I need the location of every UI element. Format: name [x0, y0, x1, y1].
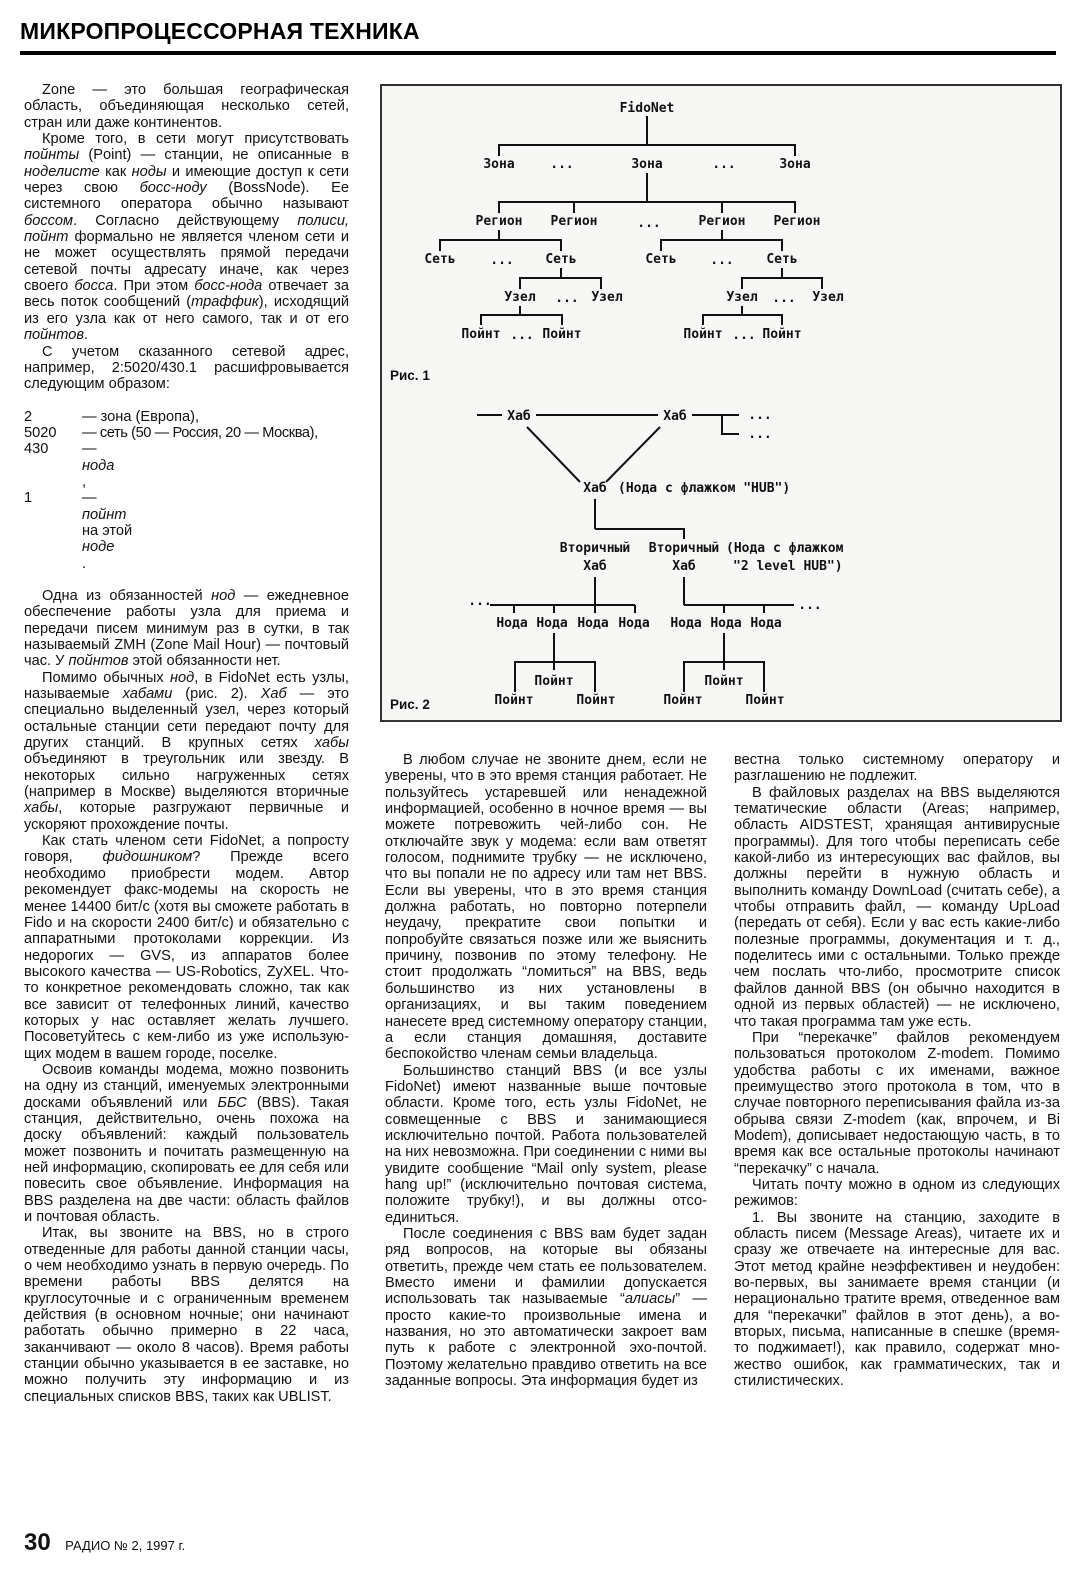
paragraph: Итак, вы звоните на BBS, но в строго отведенные для работы данной станции часы, о чем необходимо узнать в первую очередь. По времени работы BBS делятся на круглосуточные и с ограниченным временем действия (в основном ночные; они начинают работать обычно примерно в 22 часа, заканчивают — около 8 часов). Время работы станции обычно указывается в ее заставке, но можно получить эту информацию и из специальных списков BBS, таких как UBLIST. — [24, 1225, 349, 1405]
address-desc: — нода , — [82, 441, 115, 490]
node-region: Регион — [698, 214, 746, 229]
node-net: Сеть — [645, 252, 677, 267]
node-hub: Хаб — [663, 409, 687, 424]
paragraph: Освоив команды модема, можно позвонить на одну из станций, именуемых электронными досками объявлений или ББС (BBS). Такая станция, действительно, очень похожа на доску объявлений: каждый пользователь может позвонить и почитать размещенную на ней информацию, скопировать ее для себя или повесить свое объявление. Информация на BBS разделена на две части: область файлов и почтовая область. — [24, 1061, 349, 1226]
node-host: Узел — [726, 290, 758, 305]
article-column-2 — [385, 752, 707, 1389]
paragraph: В любом случае не звоните днем, если не уверены, что в это время станция работает. Не пользуйтесь устаревшей или ненадежной информацией, особенно в ночное время — вы можете потревожить чей-либо сон. Не отключайте звук у модема: если вам ответят голосом, поднимите трубку — не исключено, что вы попали не по адресу или там нет BBS. Если вы уверены, что в это время станция должна работать, но повторно потерпели неудачу, прекратите свои попытки и попробуйте связаться позже или же выяснить причину, позвонив по этому телефону. Не стоит продолжать “ломиться” на BBS, ведь большинство из них установлены в организациях, и вы таким поведением нанесете вред системному оператору станции, а если станция домашняя, доставите беспокойство членам семьи владельца. — [385, 752, 707, 1063]
node-node: Нода — [618, 616, 650, 631]
address-part: 5020 — [24, 424, 57, 441]
address-part: 2 — [24, 408, 33, 425]
node-fidonet: FidoNet — [619, 101, 675, 116]
node-node: Нода — [670, 616, 702, 631]
ellipsis: ... — [510, 328, 534, 343]
node-point: Пойнт — [762, 327, 802, 342]
paragraph: После соединения с BBS вам будет задан ряд вопросов, на которые вы обязаны ответить, прежде чем стать ее пользователем. Вместо имени и фамилии допускается использовать так называемые “алиасы” — просто какие-то произвольные имена и названия, но это автоматически закроет вам путь к работе с электронной эхо-почтой. Поэтому желательно правдиво ответить на все заданные вопросы. Эта информация будет из — [385, 1225, 707, 1390]
node-point: Пойнт — [663, 693, 703, 708]
paragraph: Помимо обычных нод, в FidoNet есть узлы, называемые хабами (рис. 2). Хаб — это специально выделенный узел, через который остальные станции сети передают почту для других станций. В крупных сетях хабы объединяют в треугольник или звезду. В некоторых сильно нагруженных сетях (например в Москве) выделяются вторичные хабы, которые разгружают первичные и ускоряют прохождение почты. — [24, 669, 349, 833]
figure-2-hub-structure — [390, 408, 844, 712]
ellipsis: ... — [798, 598, 822, 613]
paragraph: Одна из обязанностей нод — ежедневное обеспечение работы узла для приема и передачи писем минимум раз в сутки, в так называемый ZMH (Zone Mail Hour) — почтовый час. У пойнтов этой обязанности нет. — [24, 587, 349, 670]
ellipsis: ... — [468, 594, 492, 609]
secondary-hub-note: (Нода с флажком — [726, 541, 844, 556]
ellipsis: ... — [555, 291, 579, 306]
node-node: Нода — [577, 616, 609, 631]
figure-1-caption: Рис. 1 — [390, 368, 430, 383]
paragraph: Как стать членом сети FidoNet, а попросту говоря, фидошником? Прежде всего необходимо приобрести модем. Автор рекомендует факс-модемы на скорость не менее 14400 бит/с (хотя вы сможете работать в Fido и на скорости 2400 бит/с) и обязательно с аппаратными протоколами коррекции. Из недорогих — GVS, из аппаратов более высокого качества — US-Robotics, ZyXEL. Что-то конкретное рекомендовать сложно, так как все зависит от телефонных линий, качество которых у нас оставляет желать лучшего. Посоветуйтесь с кем-либо из уже использующих модем в вашем городе, поселке. — [24, 833, 349, 1062]
node-zone: Зона — [631, 157, 663, 172]
node-zone: Зона — [779, 157, 811, 172]
address-part: 430 — [24, 441, 49, 458]
node-node: Нода — [536, 616, 568, 631]
node-point: Пойнт — [534, 674, 574, 689]
hub-note: (Нода с флажком "HUB") — [618, 481, 791, 496]
paragraph: При “перекачке” файлов рекомендуем пользоваться протоколом Z-modem. Помимо удобства работы с их именами, важное преимущество этого протокола в том, что в случае повторного переписывания файла из-за обрыва связи Z-modem (как, впрочем, и Bi Modem), дописывает недостающую часть, в то время как все остальные протоколы начинают “перекачку” с начала. — [734, 1029, 1060, 1177]
node-net: Сеть — [766, 252, 798, 267]
node-point: Пойнт — [704, 674, 744, 689]
node-secondary-hub: Вторичный — [559, 541, 631, 556]
node-net: Сеть — [545, 252, 577, 267]
ellipsis: ... — [710, 253, 734, 268]
paragraph: Zone — это большая географическая область, объединяющая несколько сетей, стран или даже континентов. — [24, 82, 349, 131]
address-desc: — зона (Европа), — [82, 408, 200, 425]
page-footer — [24, 1529, 185, 1557]
ellipsis: ... — [748, 408, 772, 423]
node-host: Узел — [504, 290, 536, 305]
ellipsis: ... — [490, 253, 514, 268]
node-net: Сеть — [424, 252, 456, 267]
paragraph: С учетом сказанного сетевой адрес, например, 2:5020/430.1 расшифровывается следующим образом: — [24, 343, 349, 393]
article-column-3 — [734, 752, 1060, 1389]
address-desc: — сеть (50 — Россия, 20 — Москва), — [82, 424, 318, 441]
node-node: Нода — [496, 616, 528, 631]
node-point: Пойнт — [576, 693, 616, 708]
node-point: Пойнт — [461, 327, 501, 342]
section-header: МИКРОПРОЦЕССОРНАЯ ТЕХНИКА — [20, 18, 420, 44]
figure-2-caption: Рис. 2 — [390, 697, 430, 712]
node-secondary-hub: Вторичный — [648, 541, 720, 556]
ellipsis: ... — [550, 157, 574, 172]
figure-box — [380, 84, 1062, 722]
paragraph: Большинство станций BBS (и все узлы FidoNet) имеют названные выше почтовые области. Кроме того, есть узлы FidoNet, не совмещенные с BBS и занимающиеся исключительно почтой. Работа пользователей на них невозможна. При соединении с ними вы увидите сообщение “Mail only system, please hang up!” (исключительно почтовая система, положите трубку!), и вы должны отсоединиться. — [385, 1062, 707, 1226]
paragraph: Кроме того, в сети могут присутствовать пойнты (Point) — станции, не описанные в ноделисте как ноды и имеющие доступ к сети через свою босс-ноду (BossNode). Ее системного оператора обычно называют боссом. Согласно действующему полиси, пойнт формально не является членом сети и не может осуществлять прямой передачи сетевой почты адресату иначе, как через своего босса. При этом босс-нода отвечает за весь поток сообщений (траффик), исходящий из его узла как от него самого, так и от его пойнтов. — [24, 131, 349, 344]
node-point: Пойнт — [542, 327, 582, 342]
paragraph: 1. Вы звоните на станцию, заходите в область писем (Message Areas), читаете их и сразу же отвечаете на интересные для вас. Этот метод крайне неэффективен и неудобен: во-первых, вы занимаете время станции (и нерационально тратите время, отведенное вам для “перекачки” файлов в этот день), а во-вторых, письма, написанные в спешке (время-то поджимает!), как правило, содержат множество ошибок, как грамматических, так и стилистических. — [734, 1209, 1060, 1390]
node-region: Регион — [773, 214, 821, 229]
node-secondary-hub: Хаб — [672, 559, 696, 574]
node-host: Узел — [591, 290, 623, 305]
node-hub: Хаб — [507, 409, 531, 424]
paragraph: вестна только системному оператору и разглашению не подлежит. — [734, 752, 1060, 785]
node-point: Пойнт — [494, 693, 534, 708]
page-number: 30 — [24, 1529, 51, 1556]
paragraph: В файловых разделах на BBS выделяются тематические области (Areas; например, область AIDSTEST, хранящая антивирусные программы). Для того чтобы переписать себе какой-либо из интересующих вас файлов, вы должны перейти в нужную область и выполнить команду DownLoad (считать себе), а чтобы отправить файл, — команду UpLoad (передать от себя). Если у вас есть какие-либо полезные программы, документация и т. д., поделитесь ими с остальными. Только прежде чем послать что-либо, просмотрите список файлов данной BBS (он обычно находится в одной из первых областей) — не исключено, что такая программа там уже есть. — [734, 784, 1060, 1030]
node-point: Пойнт — [745, 693, 785, 708]
ellipsis: ... — [732, 328, 756, 343]
address-desc: — пойнт на этой ноде . — [82, 490, 133, 572]
ellipsis: ... — [637, 216, 661, 231]
ellipsis: ... — [712, 157, 736, 172]
node-node: Нода — [750, 616, 782, 631]
node-region: Регион — [475, 214, 523, 229]
node-zone: Зона — [483, 157, 515, 172]
node-secondary-hub: Хаб — [583, 559, 607, 574]
figure-1-tree — [390, 101, 844, 383]
issue-label: РАДИО № 2, 1997 г. — [65, 1538, 186, 1553]
node-point: Пойнт — [683, 327, 723, 342]
address-part: 1 — [24, 490, 33, 507]
secondary-hub-note: "2 level HUB") — [733, 559, 843, 574]
node-region: Регион — [550, 214, 598, 229]
node-hub: Хаб — [583, 481, 607, 496]
node-host: Узел — [812, 290, 844, 305]
node-node: Нода — [710, 616, 742, 631]
paragraph: Читать почту можно в одном из следующих режимов: — [734, 1176, 1060, 1210]
ellipsis: ... — [772, 291, 796, 306]
ellipsis: ... — [748, 427, 772, 442]
